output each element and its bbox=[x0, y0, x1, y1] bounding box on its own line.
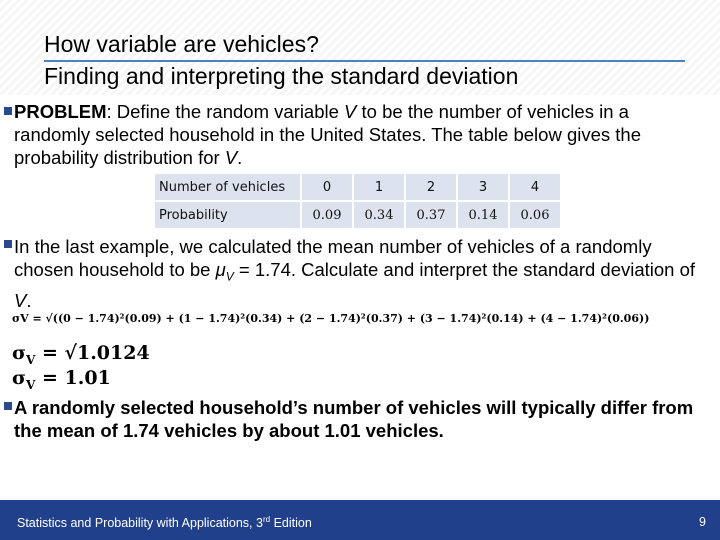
equation-result bbox=[12, 367, 111, 392]
row-header-vehicles: Number of vehicles bbox=[154, 173, 301, 201]
problem-statement bbox=[14, 100, 704, 169]
footer-text bbox=[17, 515, 312, 530]
sigma-symbol: σ bbox=[12, 342, 27, 364]
table-cell: 0.14 bbox=[457, 201, 509, 229]
table-cell: 0.37 bbox=[405, 201, 457, 229]
bullet-square-icon bbox=[4, 240, 12, 248]
table-cell: 0.06 bbox=[509, 201, 561, 229]
probability-distribution-table bbox=[154, 173, 561, 229]
example-end: . bbox=[26, 289, 32, 311]
table-row bbox=[154, 173, 561, 201]
table-cell: 0.34 bbox=[353, 201, 405, 229]
table-cell: 2 bbox=[405, 173, 457, 201]
problem-text-1: : Define the random variable bbox=[106, 101, 345, 122]
table-cell: 4 bbox=[509, 173, 561, 201]
bullet-square-icon bbox=[4, 402, 12, 410]
example-text-1: In the last example, we calculated the mean number of vehicles of a randomly chosen household to be bbox=[14, 236, 652, 280]
sigma-symbol: σ bbox=[12, 367, 27, 389]
footer-sup: rd bbox=[262, 515, 271, 524]
problem-text-2: to be the number of vehicles in a randomly selected household in the United States. The table below gives the probability distribution for bbox=[14, 101, 641, 168]
title-line-1: How variable are vehicles? bbox=[44, 31, 319, 57]
table-row bbox=[154, 201, 561, 229]
mu-symbol: μ bbox=[215, 259, 226, 280]
table-cell: 0 bbox=[301, 173, 353, 201]
table-cell: 1 bbox=[353, 173, 405, 201]
equation-1-rhs: = √1.0124 bbox=[41, 342, 150, 364]
equation-2-rhs: = 1.01 bbox=[41, 367, 111, 389]
title-line-2: Finding and interpreting the standard deviation bbox=[44, 63, 519, 89]
mu-subscript: V bbox=[225, 269, 234, 284]
footer-suffix: Edition bbox=[270, 516, 312, 531]
sigma-subscript: V bbox=[26, 377, 36, 392]
page-number: 9 bbox=[699, 515, 706, 529]
table-cell: 3 bbox=[457, 173, 509, 201]
example-text-2: = 1.74. Calculate and interpret the standard deviation of bbox=[233, 259, 696, 280]
problem-end: . bbox=[237, 147, 243, 168]
example-statement bbox=[14, 235, 714, 312]
sigma-subscript: V bbox=[26, 352, 36, 367]
equation-variance-root bbox=[12, 342, 150, 367]
title-underline bbox=[44, 60, 685, 62]
variable-v: V bbox=[224, 147, 238, 168]
table-cell: 0.09 bbox=[301, 201, 353, 229]
conclusion-text: A randomly selected household’s number of vehicles will typically differ from the mean of 1.74 vehicles by about 1.01 vehicles. bbox=[14, 397, 694, 441]
variable-v: V bbox=[344, 101, 357, 122]
problem-label: PROBLEM bbox=[14, 101, 107, 122]
variable-v: V bbox=[14, 289, 27, 311]
std-dev-formula: σV = √((0 − 1.74)²(0.09) + (1 − 1.74)²(0.34) + (2 − 1.74)²(0.37) + (3 − 1.74)²(0.14) + (4 − 1.74)²(0.06)) bbox=[12, 312, 650, 325]
row-header-probability: Probability bbox=[154, 201, 301, 229]
footer-prefix: Statistics and Probability with Applications, 3 bbox=[17, 516, 263, 531]
bullet-square-icon bbox=[4, 107, 12, 115]
